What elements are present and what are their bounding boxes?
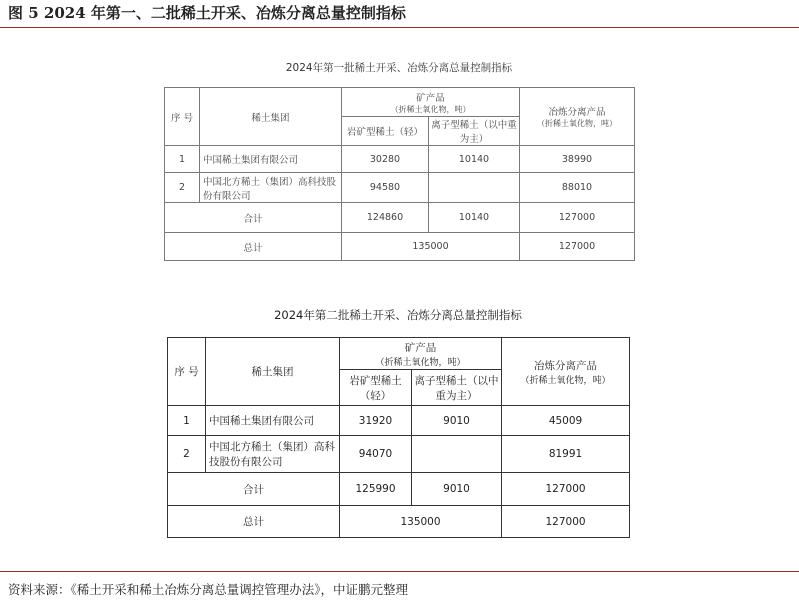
header-smelt (520, 88, 635, 146)
top-divider (0, 27, 799, 28)
cell-rock: 31920 (340, 406, 412, 436)
subtotal-label: 合计 (168, 473, 340, 506)
cell-smelt: 81991 (502, 436, 630, 473)
subtotal-ion: 10140 (429, 203, 520, 233)
cell-seq: 1 (165, 146, 200, 173)
total-label: 总计 (168, 506, 340, 538)
subtotal-smelt: 127000 (520, 203, 635, 233)
header-mine-label: 矿产品 (416, 92, 445, 104)
table-row (165, 146, 635, 173)
total-smelt: 127000 (502, 506, 630, 538)
cell-rock: 94070 (340, 436, 412, 473)
cell-group: 中国北方稀土（集团）高科技股份有限公司 (200, 173, 342, 203)
subtotal-smelt: 127000 (502, 473, 630, 506)
header-seq: 序 号 (168, 338, 206, 406)
header-group: 稀土集团 (206, 338, 340, 406)
table-header-row (165, 88, 635, 117)
cell-ion (429, 173, 520, 203)
cell-rock: 94580 (342, 173, 429, 203)
cell-seq: 2 (165, 173, 200, 203)
cell-seq: 2 (168, 436, 206, 473)
total-row (165, 233, 635, 261)
header-mine-unit: （折稀土氧化物，吨） (390, 104, 471, 114)
table-header-row (168, 338, 630, 370)
subtotal-label: 合计 (165, 203, 342, 233)
total-row (168, 506, 630, 538)
header-smelt-label: 冶炼分离产品 (548, 107, 606, 118)
cell-ion (412, 436, 502, 473)
source-note: 资料来源：《稀土开采和稀土冶炼分离总量调控管理办法》，中证鹏元整理 (8, 582, 409, 597)
cell-group: 中国稀土集团有限公司 (206, 406, 340, 436)
subtotal-rock: 124860 (342, 203, 429, 233)
cell-smelt: 88010 (520, 173, 635, 203)
header-mine (342, 88, 520, 117)
header-ion: 离子型稀土（以中重为主） (412, 370, 502, 406)
table-1-caption: 2024年第一批稀土开采、冶炼分离总量控制指标 (285, 62, 513, 74)
subtotal-row (165, 203, 635, 233)
subtotal-rock: 125990 (340, 473, 412, 506)
header-smelt-unit: （折稀土氧化物，吨） (537, 119, 617, 128)
header-seq: 序 号 (165, 88, 200, 146)
header-mine-label: 矿产品 (404, 341, 437, 354)
table-row (165, 173, 635, 203)
cell-rock: 30280 (342, 146, 429, 173)
header-smelt (502, 338, 630, 406)
quota-table-batch-2 (167, 337, 630, 538)
header-smelt-unit: （折稀土氧化物，吨） (520, 375, 611, 386)
table-row (168, 406, 630, 436)
table-row (168, 436, 630, 473)
cell-group: 中国稀土集团有限公司 (200, 146, 342, 173)
total-label: 总计 (165, 233, 342, 261)
subtotal-ion: 9010 (412, 473, 502, 506)
header-mine-unit: （折稀土氧化物，吨） (375, 357, 466, 368)
cell-smelt: 45009 (502, 406, 630, 436)
cell-group: 中国北方稀土（集团）高科技股份有限公司 (206, 436, 340, 473)
header-rock: 岩矿型稀土（轻） (342, 117, 429, 146)
table-2-caption: 2024年第二批稀土开采、冶炼分离总量控制指标 (274, 308, 522, 322)
cell-ion: 9010 (412, 406, 502, 436)
header-group: 稀土集团 (200, 88, 342, 146)
header-ion: 离子型稀土（以中重为主） (429, 117, 520, 146)
total-smelt: 127000 (520, 233, 635, 261)
header-mine (340, 338, 502, 370)
cell-ion: 10140 (429, 146, 520, 173)
quota-table-batch-1 (164, 87, 635, 261)
cell-smelt: 38990 (520, 146, 635, 173)
header-smelt-label: 冶炼分离产品 (534, 359, 598, 372)
figure-title: 图 5 2024 年第一、二批稀土开采、冶炼分离总量控制指标 (8, 4, 406, 22)
total-mine: 135000 (342, 233, 520, 261)
header-rock: 岩矿型稀土（轻） (340, 370, 412, 406)
cell-seq: 1 (168, 406, 206, 436)
total-mine: 135000 (340, 506, 502, 538)
subtotal-row (168, 473, 630, 506)
bottom-divider (0, 571, 799, 572)
